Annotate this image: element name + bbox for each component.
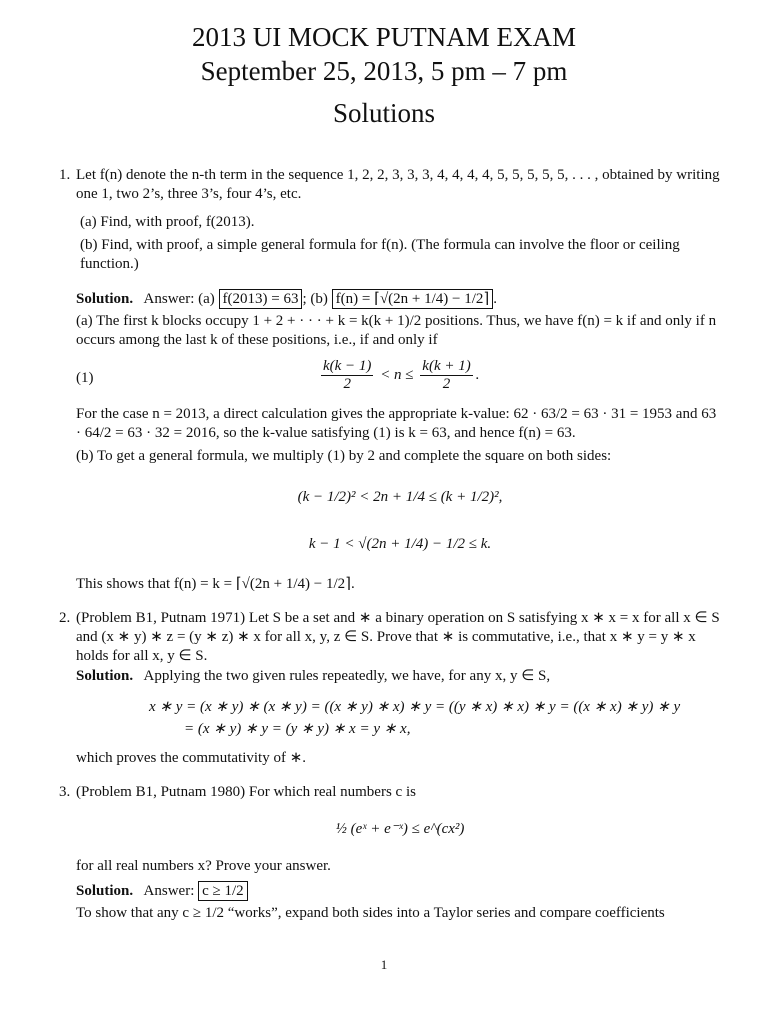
solutions-heading: Solutions <box>332 98 436 128</box>
answer-b-box: f(n) = ⌈√(2n + 1/4) − 1/2⌉ <box>332 289 494 309</box>
problem-3-statement-2: for all real numbers x? Prove your answer. <box>76 858 331 874</box>
page-number: 1 <box>380 957 388 972</box>
problem-2-solution-line <box>76 667 550 686</box>
eq1-right-denominator: 2 <box>442 376 451 392</box>
exam-date: September 25, 2013, 5 pm – 7 pm <box>200 56 568 86</box>
problem-1-statement: Let f(n) denote the n-th term in the sequence 1, 2, 2, 3, 3, 3, 4, 4, 4, 4, 5, 5, 5, 5, 5, . . . , obtained by writing one 1, two 2’s, three 3’s, four 4’s, etc. <box>76 167 720 202</box>
problem-1-part-b-solution: (b) To get a general formula, we multiply (1) by 2 and complete the square on both sides: <box>76 448 612 464</box>
problem-2-conclusion: which proves the commutativity of ∗. <box>76 750 307 766</box>
eq1-middle: < n ≤ <box>380 366 414 383</box>
problem-3-solution-text: To show that any c ≥ 1/2 “works”, expand both sides into a Taylor series and compare coefficients <box>76 905 665 921</box>
equation-2: (k − 1/2)² < 2n + 1/4 ≤ (k + 1/2)², <box>297 489 503 505</box>
equation-1: $\frac{k(k - 1)}{2}$ < n ≤ $\frac{k(k + 1)}{2}$ . <box>323 358 480 392</box>
problem-3-answer-box: c ≥ 1/2 <box>198 881 248 901</box>
problem-2-solution-text: Applying the two given rules repeatedly, we have, for any x, y ∈ S, <box>143 668 551 684</box>
solution-label: Solution. <box>76 291 134 307</box>
eq1-left-numerator: k(k − 1) <box>323 358 372 374</box>
answer-prefix: Answer: <box>143 883 195 899</box>
problem-2-number: 2. <box>59 610 71 626</box>
problem-1-answer-line: Solution. Answer: (a) f(2013) = 63 ; (b) f(n) = ⌈√(2n + 1/4) − 1/2⌉ . <box>76 291 498 307</box>
problem-1-case-text: For the case n = 2013, a direct calculation gives the appropriate k-value: 62 · 63/2 = 63 · 31 = 1953 and 63 · 64/2 = 63 · 32 = 2016, so the k-value satisfying (1) is k = 63, and hence f(n) = 63. <box>76 406 717 441</box>
answer-prefix: Answer: (a) <box>143 291 215 307</box>
equation-3: k − 1 < √(2n + 1/4) − 1/2 ≤ k. <box>308 536 492 552</box>
equation-1-label: (1) <box>76 370 94 386</box>
eq1-right-numerator: k(k + 1) <box>422 358 471 374</box>
problem-1-part-b: (b) Find, with proof, a simple general formula for f(n). (The formula can involve the floor or ceiling function.) <box>80 237 680 272</box>
answer-a-box: f(2013) = 63 <box>219 289 303 309</box>
problem-1-part-a: (a) Find, with proof, f(2013). <box>80 214 255 230</box>
problem-2-equation-line-2: = (x ∗ y) ∗ y = (y ∗ y) ∗ x = y ∗ x, <box>184 721 411 737</box>
problem-1-number: 1. <box>59 167 71 183</box>
problem-2-statement: (Problem B1, Putnam 1971) Let S be a set and ∗ a binary operation on S satisfying x ∗ x = x for all x ∈ S and (x ∗ y) ∗ z = (y ∗ z) ∗ x for all x, y, z ∈ S. Prove that ∗ is commutative, i.e., that x ∗ y = y ∗ x holds for all x, y ∈ S. <box>76 610 720 664</box>
eq1-left-denominator: 2 <box>343 376 351 392</box>
solution-label: Solution. <box>76 883 134 899</box>
problem-1-conclusion: This shows that f(n) = k = ⌈√(2n + 1/4) − 1/2⌉. <box>76 576 355 592</box>
problem-1-part-a-solution: (a) The first k blocks occupy 1 + 2 + · · · + k = k(k + 1)/2 positions. Thus, we have f(n) = k if and only if n occurs among the last k of these positions, i.e., if and only if <box>76 313 717 348</box>
problem-3-statement: (Problem B1, Putnam 1980) For which real numbers c is <box>76 784 416 800</box>
problem-3-equation: ½ (eˣ + e⁻ˣ) ≤ e^(cx²) <box>335 821 465 837</box>
problem-2-equation-line-1: x ∗ y = (x ∗ y) ∗ (x ∗ y) = ((x ∗ y) ∗ x) ∗ y = ((y ∗ x) ∗ x) ∗ y = ((x ∗ x) ∗ y) ∗ y <box>149 699 681 715</box>
solution-label: Solution. <box>76 668 134 684</box>
answer-separator: ; (b) <box>302 291 328 307</box>
problem-3-number: 3. <box>59 784 71 800</box>
exam-title: 2013 UI MOCK PUTNAM EXAM <box>191 22 576 52</box>
problem-3-answer-line <box>76 882 248 901</box>
